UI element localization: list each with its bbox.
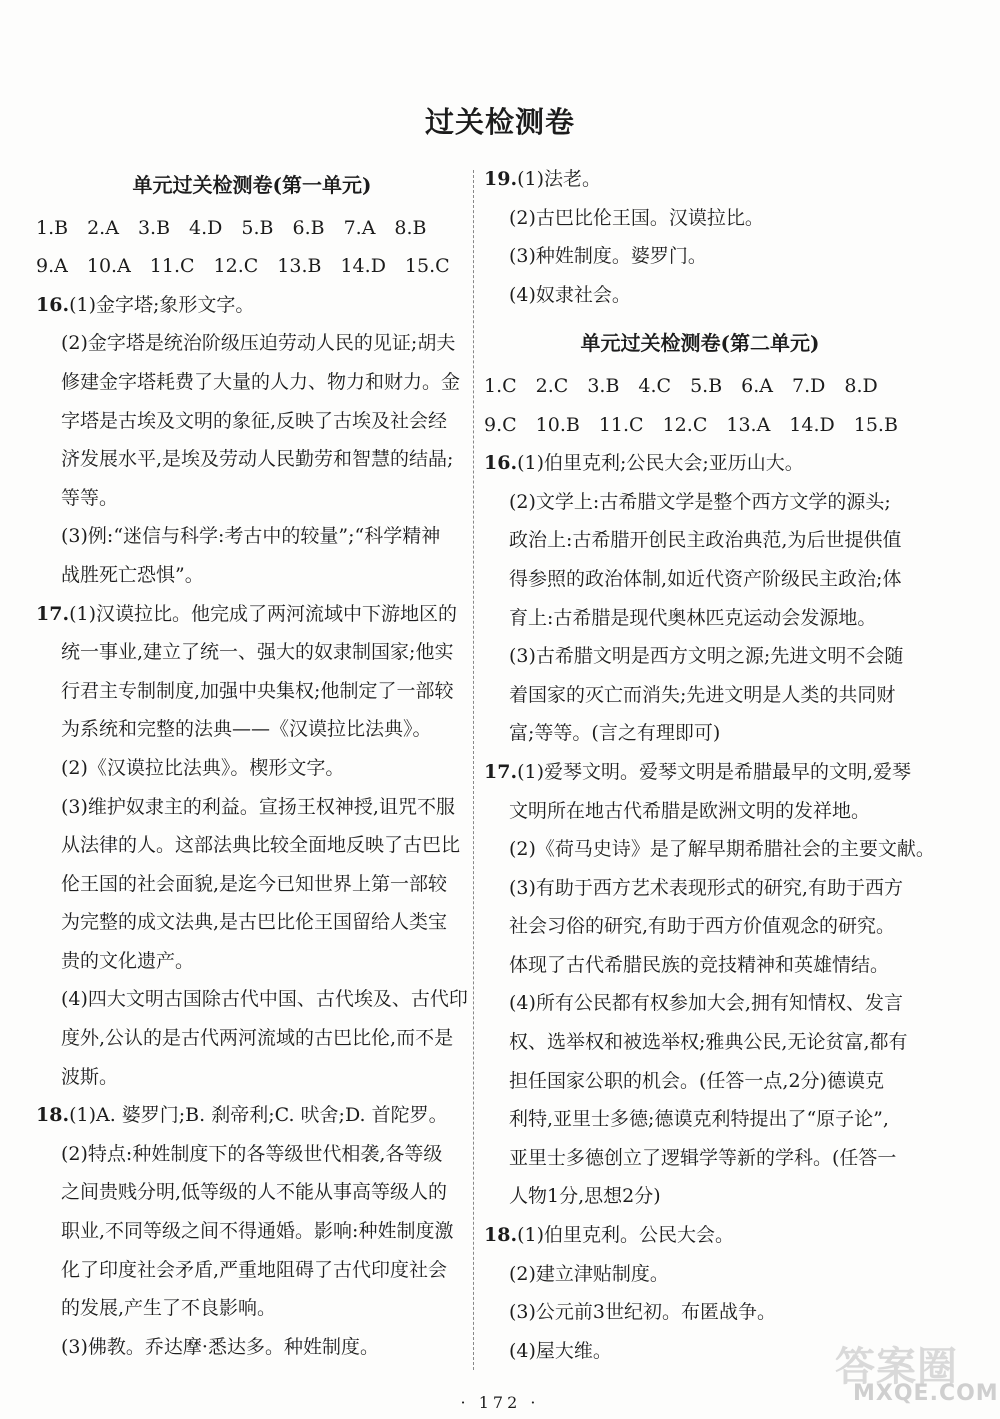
answer-line [484,560,916,599]
answer-text: 9.C 10.B 11.C 12.C 13.A 14.D 15.B [484,413,898,436]
answer-text: 的发展,产生了不良影响。 [61,1297,277,1320]
answer-line [36,749,468,788]
answer-line [36,788,468,827]
answer-text: (3)种姓制度。婆罗门。 [509,245,707,268]
answer-line [484,160,916,199]
answer-line [36,556,468,595]
unit2-heading: 单元过关检测卷(第二单元) [580,331,820,356]
answer-text: (2)古巴比伦王国。汉谟拉比。 [509,206,764,229]
answer-line [36,209,468,248]
answer-text: (2)文学上:古希腊文学是整个西方文学的源头; [509,490,891,513]
answer-line [484,637,916,676]
answer-line [484,1062,916,1101]
unit1-continued-answers [484,160,916,314]
answer-line [36,402,468,441]
answer-line [484,946,916,985]
answer-line [484,237,916,276]
answer-text: 从法律的人。这部法典比较全面地反映了古巴比 [61,834,461,857]
column-divider [473,170,474,1370]
answer-text: 为系统和完整的法典——《汉谟拉比法典》。 [61,718,432,741]
answer-text: (3)佛教。乔达摩·悉达多。种姓制度。 [61,1335,379,1358]
answer-line [36,942,468,981]
answer-line [36,1328,468,1367]
watermark-text: 答案圈 [835,1344,958,1390]
watermark-logo [835,1335,999,1406]
answer-line [36,1019,468,1058]
question-number: 18. [484,1224,518,1247]
answer-line [36,903,468,942]
answer-text: 得参照的政治体制,如近代资产阶级民主政治;体 [509,567,902,590]
answer-text: 担任国家公职的机会。(任答一点,2分)德谟克 [509,1069,884,1092]
answer-text: (1)爱琴文明。爱琴文明是希腊最早的文明,爱琴 [517,760,912,783]
answer-text: (1)A. 婆罗门;B. 刹帝利;C. 吠舍;D. 首陀罗。 [69,1104,448,1127]
answer-line [36,363,468,402]
unit1-heading: 单元过关检测卷(第一单元) [132,173,372,197]
answer-text: (2)特点:种姓制度下的各等级世代相袭,各等级 [61,1142,443,1165]
answer-line [484,483,916,522]
answer-line [36,1096,468,1135]
answer-text: (4)奴隶社会。 [509,283,631,306]
answer-text: 权、选举权和被选举权;雅典公民,无论贫富,都有 [509,1031,908,1054]
right-column [484,160,935,1370]
answer-line [484,984,916,1023]
answer-text: (3)有助于西方艺术表现形式的研究,有助于西方 [509,876,903,899]
answer-line [36,826,468,865]
question-number: 17. [484,760,518,783]
answer-text: (2)《汉谟拉比法典》。楔形文字。 [61,756,345,779]
answer-text: 育上:古希腊是现代奥林匹克运动会发源地。 [509,606,877,629]
answer-text: (3)例:“迷信与科学:考古中的较量”;“科学精神 [61,525,441,548]
answer-text: 行君主专制制度,加强中央集权;他制定了一部较 [61,679,454,702]
answer-text: (3)古希腊文明是西方文明之源;先进文明不会随 [509,645,904,668]
page-title: 过关检测卷 [424,105,575,139]
answer-line [36,247,468,286]
answer-text: 字塔是古埃及文明的象征,反映了古埃及社会经 [61,409,448,432]
answer-text: 富;等等。(言之有理即可) [509,722,721,745]
answer-line [36,324,468,363]
answer-text: (1)金字塔;象形文字。 [69,293,255,316]
answer-text: (3)公元前3世纪初。布匿战争。 [509,1301,777,1324]
answer-text: (4)所有公民都有权参加大会,拥有知情权、发言 [509,992,903,1015]
answer-text: (2)《荷马史诗》是了解早期希腊社会的主要文献。 [509,838,935,861]
answer-line [484,676,916,715]
answer-line [36,1212,468,1251]
answer-text: 化了印度社会矛盾,严重地阻碍了古代印度社会 [61,1258,448,1281]
answer-line [36,633,468,672]
page-number: · 172 · [460,1393,540,1412]
answer-text: 亚里士多德创立了逻辑学等新的学科。(任答一 [509,1146,897,1169]
answer-line [484,1255,916,1294]
answer-line [484,406,916,445]
answer-text: 修建金字塔耗费了大量的人力、物力和财力。金 [61,370,461,393]
answer-text: (3)维护奴隶主的利益。宣扬王权神授,诅咒不服 [61,795,455,818]
answer-text: 为完整的成文法典,是古巴比伦王国留给人类宝 [61,911,448,934]
answer-line [484,1023,916,1062]
answer-text: 度外,公认的是古代两河流域的古巴比伦,而不是 [61,1027,454,1050]
question-number: 18. [36,1104,70,1127]
answer-text: 伦王国的社会面貌,是迄今已知世界上第一部较 [61,872,448,895]
answer-text: 1.B 2.A 3.B 4.D 5.B 6.B 7.A 8.B [36,216,427,239]
watermark-url: MXQE.COM [853,1381,999,1406]
unit1-answers [36,209,468,1367]
answer-text: 人物1分,思想2分) [509,1185,661,1208]
answer-text: 1.C 2.C 3.B 4.C 5.B 6.A 7.D 8.D [484,374,878,397]
answer-text: (1)伯里克利。公民大会。 [517,1224,734,1247]
answer-text: 济发展水平,是埃及劳动人民勤劳和智慧的结晶; [61,448,454,471]
answer-line [36,286,468,325]
answer-line [484,1216,916,1255]
answer-line [484,714,916,753]
answer-line [484,869,916,908]
answer-text: (2)金字塔是统治阶级压迫劳动人民的见证;胡夫 [61,332,456,355]
answer-text: (4)屋大维。 [509,1339,612,1362]
answer-line [484,1139,916,1178]
answer-line [36,1135,468,1174]
answer-line [36,1251,468,1290]
answer-line [36,1058,468,1097]
answer-line [484,521,916,560]
answer-line [484,599,916,638]
answer-text: 体现了古代希腊民族的竞技精神和英雄情结。 [509,953,890,976]
answer-text: 波斯。 [61,1065,119,1088]
answer-line [484,276,916,315]
answer-text: (1)汉谟拉比。他完成了两河流域中下游地区的 [69,602,457,625]
answer-text: 9.A 10.A 11.C 12.C 13.B 14.D 15.C [36,255,450,278]
answer-text: 战胜死亡恐惧”。 [61,563,204,586]
answer-text: 社会习俗的研究,有助于西方价值观念的研究。 [509,915,896,938]
answer-line [36,865,468,904]
answer-line [36,1289,468,1328]
answer-line [36,710,468,749]
answer-line [36,440,468,479]
answer-line [484,444,916,483]
answer-text: 之间贵贱分明,低等级的人不能从事高等级人的 [61,1181,448,1204]
answer-line [36,672,468,711]
answer-line [484,199,916,238]
answer-line [36,517,468,556]
answer-text: 文明所在地古代希腊是欧洲文明的发祥地。 [509,799,871,822]
answer-line [484,1293,916,1332]
answer-line [484,907,916,946]
question-number: 19. [484,168,518,190]
answer-text: (2)建立津贴制度。 [509,1262,669,1285]
question-number: 17. [36,602,70,625]
question-number: 16. [36,293,70,316]
unit2-answers [484,367,935,1370]
answer-text: (4)四大文明古国除古代中国、古代埃及、古代印 [61,988,468,1011]
answer-line [484,792,916,831]
answer-line [484,753,916,792]
answer-text: 贵的文化遗产。 [61,949,195,972]
answer-text: 着国家的灭亡而消失;先进文明是人类的共同财 [509,683,896,706]
answer-text: (1)法老。 [517,168,601,190]
answer-line [484,830,935,869]
answer-line [36,479,468,518]
answer-text: 统一事业,建立了统一、强大的奴隶制国家;他实 [61,641,454,664]
answer-line [36,980,468,1019]
answer-text: 职业,不同等级之间不得通婚。影响:种姓制度激 [61,1220,454,1243]
answer-text: 等等。 [61,486,119,509]
question-number: 16. [484,452,518,475]
answer-line [484,1100,916,1139]
answer-line [484,1177,916,1216]
answer-line [36,595,468,634]
answer-line [36,1173,468,1212]
left-column [36,160,468,1366]
answer-text: (1)伯里克利;公民大会;亚历山大。 [517,452,804,475]
answer-text: 利特,亚里士多德;德谟克利特提出了“原子论”, [509,1108,889,1131]
answer-line [484,367,916,406]
answer-text: 政治上:古希腊开创民主政治典范,为后世提供值 [509,529,902,552]
